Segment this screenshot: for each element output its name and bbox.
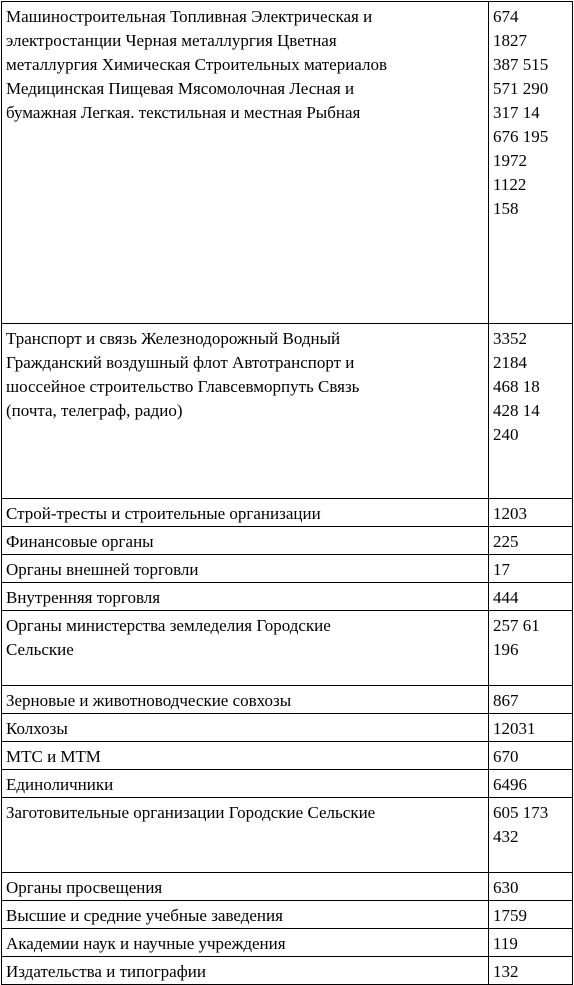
table-row (2, 527, 573, 555)
table-row (2, 2, 573, 324)
row-values (493, 502, 568, 526)
table-row (2, 901, 573, 929)
row-label: Зерновые и животноводческие совхозы (6, 691, 292, 710)
row-value: 132 (493, 962, 519, 981)
table-row (2, 798, 573, 873)
row-label: Заготовительные организации Городские Сельские (6, 803, 376, 822)
row-value: 1972 (493, 151, 527, 170)
row-label: Финансовые органы (6, 532, 154, 551)
row-label: Высшие и средние учебные заведения (6, 906, 283, 925)
row-value: 158 (493, 199, 519, 218)
row-label-cell (2, 499, 489, 527)
table-row (2, 873, 573, 901)
row-value: 605 173 (493, 803, 549, 822)
row-values-cell (489, 798, 573, 873)
table-row (2, 742, 573, 770)
row-value: 12031 (493, 719, 536, 738)
row-values-cell (489, 527, 573, 555)
row-value: 1827 (493, 31, 527, 50)
row-values-cell (489, 714, 573, 742)
table-row (2, 583, 573, 611)
row-label-cell (2, 714, 489, 742)
row-values-cell (489, 583, 573, 611)
row-values-cell (489, 499, 573, 527)
row-label-cell (2, 527, 489, 555)
row-value: 1122 (493, 175, 527, 194)
row-value: 444 (493, 588, 519, 607)
row-value: 3352 (493, 329, 527, 348)
row-values (493, 960, 568, 984)
row-label: Издательства и типографии (6, 962, 206, 981)
row-value: 432 (493, 827, 519, 846)
row-label: Транспорт и связь Железнодорожный Водный Гражданский воздушный флот Автотранспорт и шоссейное строительство Главсевморпуть Связь (почта, телеграф, радио) (6, 329, 360, 420)
table-row (2, 957, 573, 985)
row-label-cell (2, 873, 489, 901)
row-values (493, 614, 568, 662)
row-values-cell (489, 555, 573, 583)
row-label-cell (2, 686, 489, 714)
row-value: 571 290 (493, 79, 549, 98)
row-values-cell (489, 686, 573, 714)
row-values (493, 904, 568, 928)
row-value: 317 14 (493, 103, 540, 122)
table-row (2, 929, 573, 957)
table-row (2, 770, 573, 798)
row-values (493, 932, 568, 956)
row-value: 867 (493, 691, 519, 710)
row-label-cell (2, 929, 489, 957)
row-label: Единоличники (6, 775, 114, 794)
row-label-cell (2, 742, 489, 770)
row-label-cell (2, 770, 489, 798)
table-row (2, 686, 573, 714)
row-label: Органы просвещения (6, 878, 163, 897)
row-values (493, 327, 568, 447)
row-value: 387 515 (493, 55, 549, 74)
row-values-cell (489, 770, 573, 798)
row-value: 119 (493, 934, 518, 953)
row-values (493, 801, 568, 849)
row-values-cell (489, 929, 573, 957)
row-value: 670 (493, 747, 519, 766)
table-body (2, 2, 573, 985)
data-table (1, 1, 573, 985)
row-values (493, 876, 568, 900)
row-label-cell (2, 798, 489, 873)
row-label-cell (2, 957, 489, 985)
row-label-cell (2, 901, 489, 929)
table-row (2, 499, 573, 527)
row-label-cell (2, 583, 489, 611)
row-values (493, 530, 568, 554)
table-row (2, 714, 573, 742)
row-value: 428 14 (493, 401, 540, 420)
row-value: 240 (493, 425, 519, 444)
table-row (2, 555, 573, 583)
row-value: 630 (493, 878, 519, 897)
row-label: Внутренняя торговля (6, 588, 161, 607)
row-value: 1203 (493, 504, 527, 523)
row-values-cell (489, 957, 573, 985)
row-value: 196 (493, 640, 519, 659)
row-values (493, 558, 568, 582)
row-values (493, 689, 568, 713)
row-label-cell (2, 324, 489, 499)
row-values-cell (489, 873, 573, 901)
row-label: Органы министерства земледелия Городские Сельские (6, 616, 331, 659)
row-label: Строй-тресты и строительные организации (6, 504, 321, 523)
row-value: 676 195 (493, 127, 549, 146)
row-values-cell (489, 901, 573, 929)
table-row (2, 611, 573, 686)
row-label: Машиностроительная Топливная Электрическая и электростанции Черная металлургия Цветная металлургия Химическая Строительных материалов Медицинская Пищевая Мясомолочная Лесная и бумажная Легкая. текстильная и местная Рыбная (6, 7, 388, 122)
row-value: 674 (493, 7, 519, 26)
row-values-cell (489, 2, 573, 324)
row-label: Органы внешней торговли (6, 560, 199, 579)
row-label-cell (2, 2, 489, 324)
row-value: 17 (493, 560, 510, 579)
row-value: 6496 (493, 775, 527, 794)
row-label: МТС и МТМ (6, 747, 101, 766)
row-value: 257 61 (493, 616, 540, 635)
row-value: 1759 (493, 906, 527, 925)
row-values (493, 773, 568, 797)
row-label-cell (2, 555, 489, 583)
row-values-cell (489, 324, 573, 499)
row-values (493, 717, 568, 741)
row-values-cell (489, 742, 573, 770)
row-value: 468 18 (493, 377, 540, 396)
row-label: Колхозы (6, 719, 68, 738)
row-value: 225 (493, 532, 519, 551)
row-label-cell (2, 611, 489, 686)
table-row (2, 324, 573, 499)
row-values (493, 586, 568, 610)
row-values (493, 745, 568, 769)
row-label: Академии наук и научные учреждения (6, 934, 286, 953)
row-value: 2184 (493, 353, 527, 372)
row-values (493, 5, 568, 221)
row-values-cell (489, 611, 573, 686)
